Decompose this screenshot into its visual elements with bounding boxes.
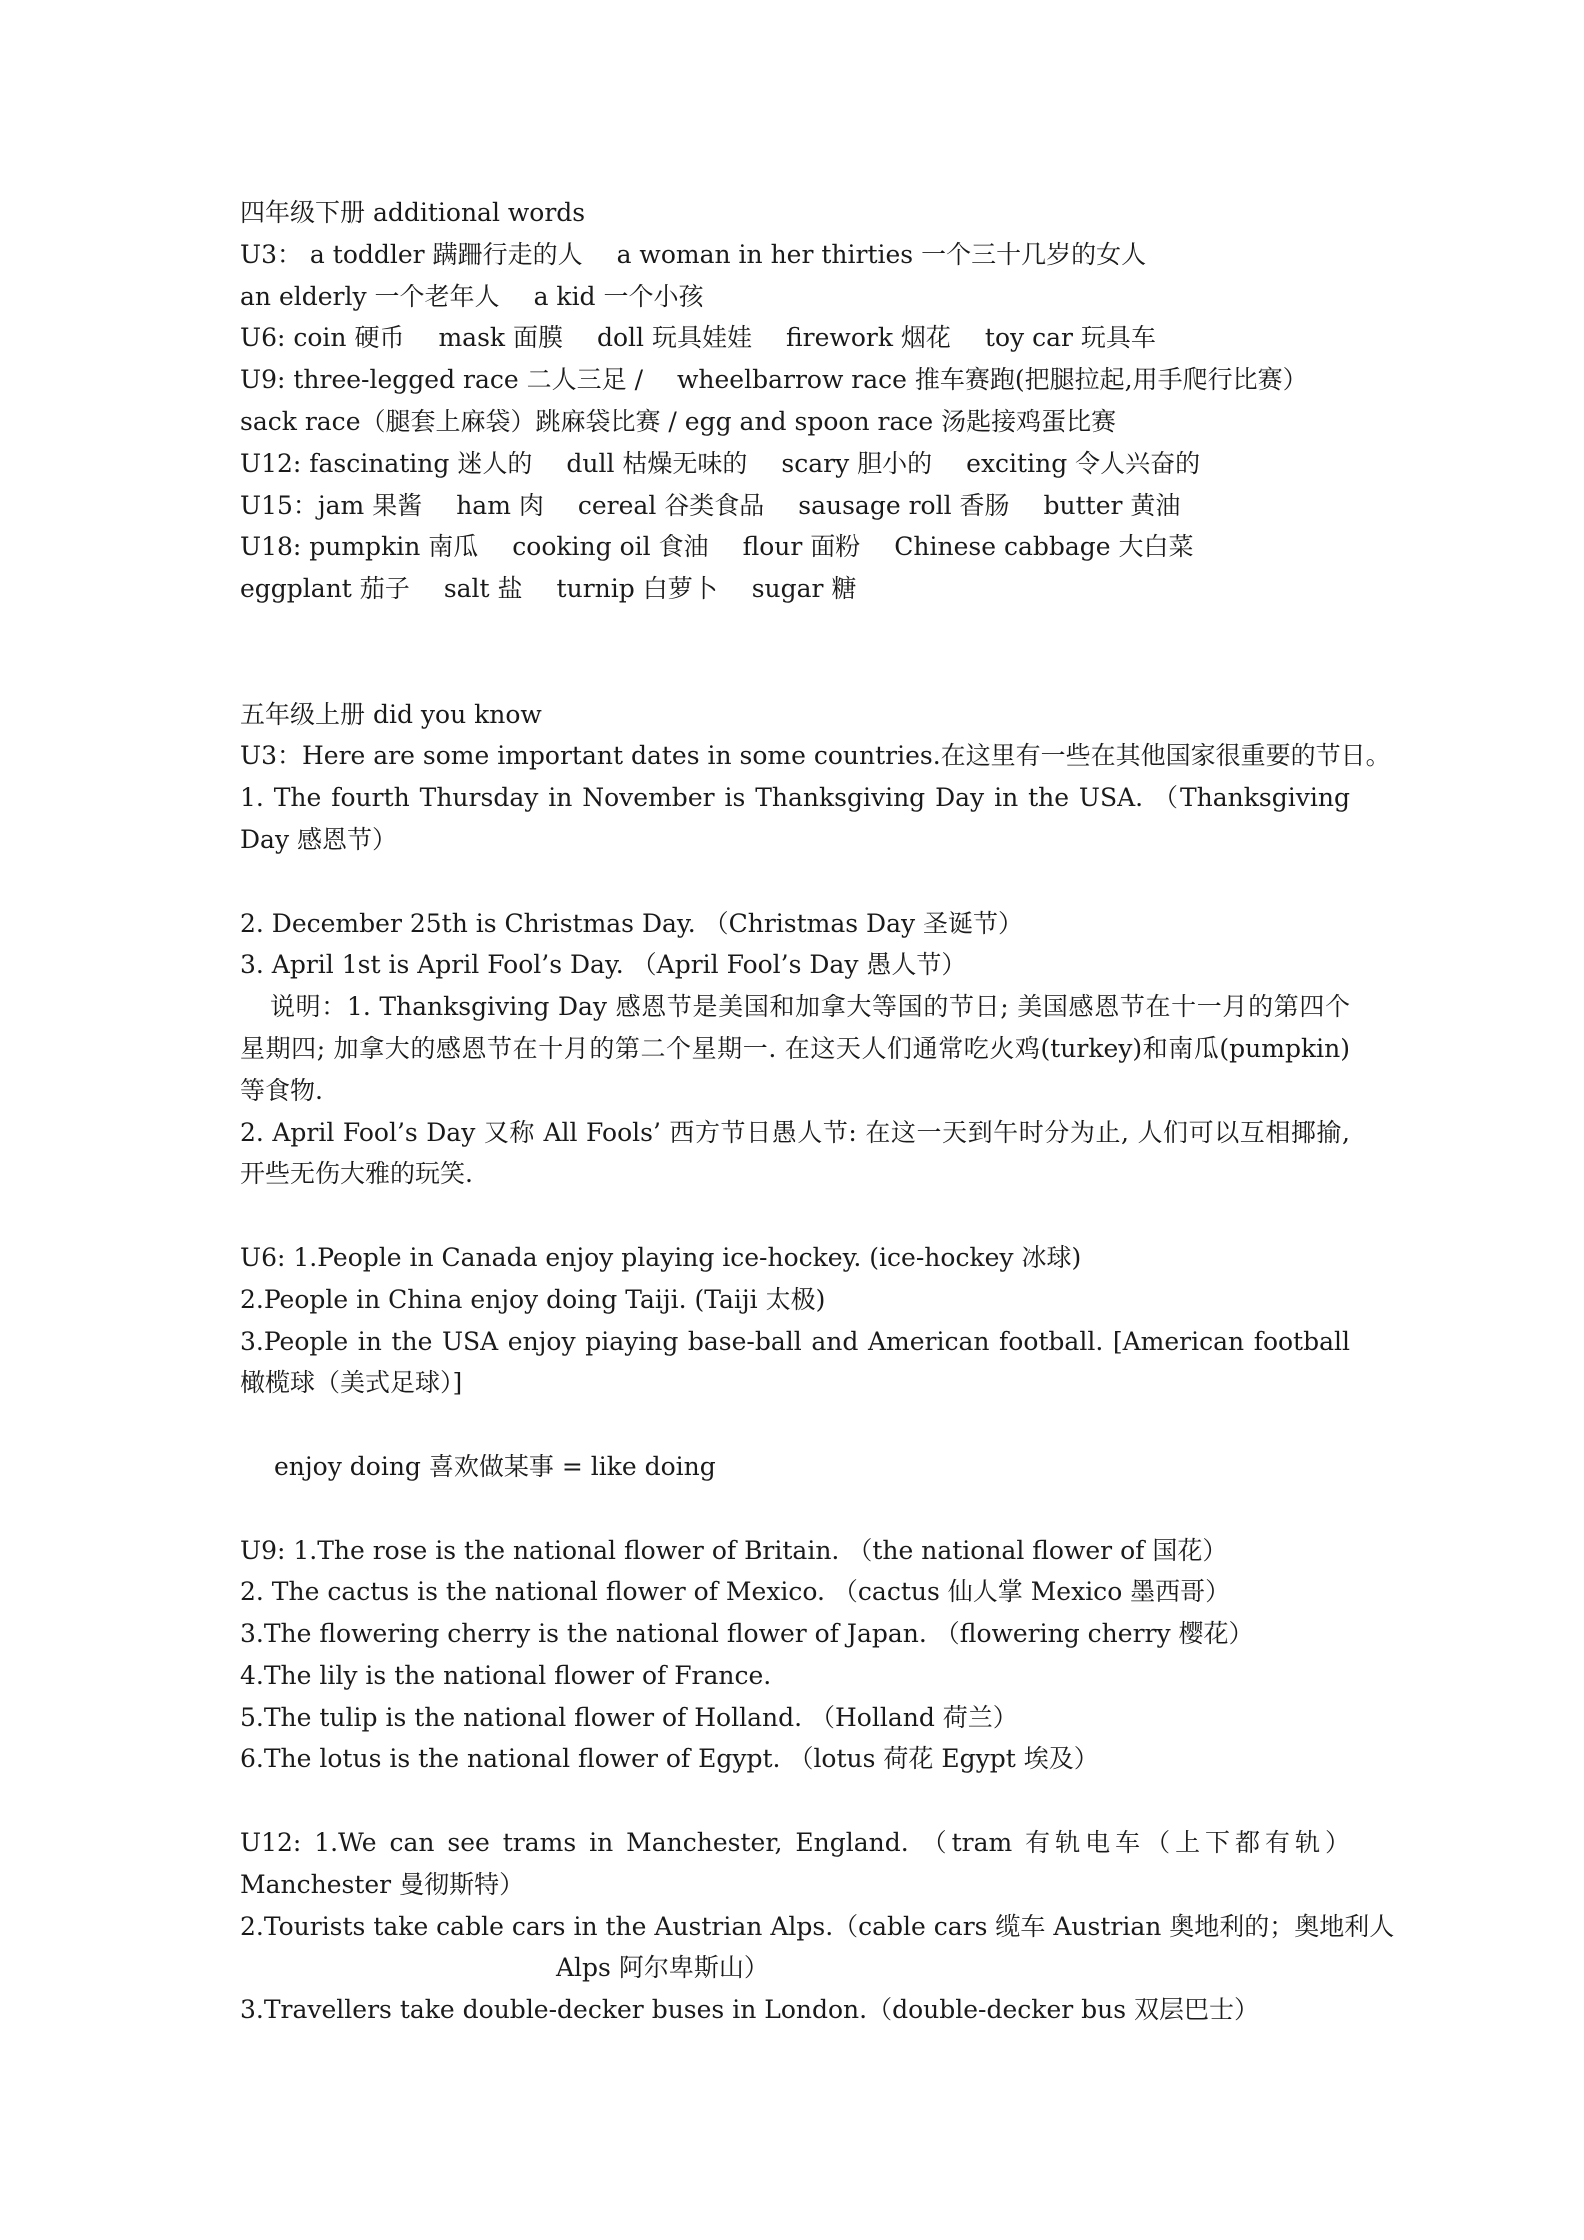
- u3-note-1-text: 说明：1. Thanksgiving Day 感恩节是美国和加拿大等国的节日; 美国感恩节在十一月的第四个星期四; 加拿大的感恩节在十月的第二个星期一. 在这天人们通常吃火鸡(turkey)和南瓜(pumpkin)等食物.: [240, 992, 1350, 1105]
- u9-item-2: 2. The cactus is the national flower of Mexico. （cactus 仙人掌 Mexico 墨西哥）: [240, 1577, 1231, 1607]
- grade4-word-list: [240, 234, 1350, 610]
- word-entry: flour 面粉: [742, 532, 861, 562]
- word-entry: scary 胆小的: [781, 448, 933, 478]
- word-entry: U9: three-legged race 二人三足 /: [240, 365, 643, 395]
- u3-item-2: 2. December 25th is Christmas Day. （Christmas Day 圣诞节）: [240, 908, 1024, 938]
- word-entry: dull 枯燥无味的: [566, 448, 748, 478]
- word-entry: mask 面膜: [438, 323, 563, 353]
- u6-phrase: enjoy doing 喜欢做某事 = like doing: [274, 1451, 716, 1481]
- u9-item-1: U9: 1.The rose is the national flower of Britain. （the national flower of 国花）: [240, 1535, 1228, 1565]
- word-entry: doll 玩具娃娃: [597, 323, 752, 353]
- word-entry: firework 烟花: [786, 323, 951, 353]
- word-line: [240, 276, 1350, 318]
- word-line: [240, 526, 1350, 568]
- word-entry: a woman in her thirties 一个三十几岁的女人: [616, 239, 1147, 269]
- word-line: [240, 568, 1350, 610]
- u9-item-6: 6.The lotus is the national flower of Egypt. （lotus 荷花 Egypt 埃及）: [240, 1744, 1099, 1774]
- word-entry: U15：jam 果酱: [240, 490, 423, 520]
- word-line: [240, 485, 1350, 527]
- u12-item-2-continued: Alps 阿尔卑斯山）: [556, 1953, 769, 1983]
- word-entry: an elderly 一个老年人: [240, 281, 500, 311]
- word-line: [240, 234, 1350, 276]
- word-line: [240, 359, 1350, 401]
- u9-item-5: 5.The tulip is the national flower of Holland. （Holland 荷兰）: [240, 1702, 1018, 1732]
- document-page: [240, 192, 1395, 2031]
- u3-item-1: 1. The fourth Thursday in November is Thanksgiving Day in the USA. （Thanksgiving Day 感恩节）: [240, 783, 1350, 854]
- u12-item-2: 2.Tourists take cable cars in the Austrian Alps.（cable cars 缆车 Austrian 奥地利的；奥地利人: [240, 1911, 1395, 1941]
- word-entry: sausage roll 香肠: [798, 490, 1010, 520]
- word-entry: U3： a toddler 蹒跚行走的人: [240, 239, 583, 269]
- u9-item-4: 4.The lily is the national flower of France.: [240, 1660, 772, 1690]
- word-entry: cooking oil 食油: [512, 532, 709, 562]
- word-line: [240, 317, 1350, 359]
- grade5-title: 五年级上册 did you know: [240, 699, 542, 729]
- u3-note-1: [240, 986, 1350, 1111]
- word-entry: salt 盐: [443, 574, 523, 604]
- word-entry: sack race（腿套上麻袋）跳麻袋比赛 / egg and spoon race 汤匙接鸡蛋比赛: [240, 406, 1117, 436]
- word-entry: Chinese cabbage 大白菜: [894, 532, 1194, 562]
- u3-item-3: 3. April 1st is April Fool’s Day. （April Fool’s Day 愚人节）: [240, 950, 967, 980]
- word-entry: butter 黄油: [1043, 490, 1181, 520]
- blank-line: [240, 861, 1350, 903]
- u3-intro: U3：Here are some important dates in some countries.在这里有一些在其他国家很重要的节日。: [240, 741, 1391, 771]
- word-line: [240, 443, 1350, 485]
- u12-item-3: 3.Travellers take double-decker buses in London.（double-decker bus 双层巴士）: [240, 1995, 1260, 2025]
- u6-item-1: U6: 1.People in Canada enjoy playing ice-hockey. (ice-hockey 冰球): [240, 1242, 1082, 1272]
- u9-item-3: 3.The flowering cherry is the national flower of Japan. （flowering cherry 樱花）: [240, 1619, 1254, 1649]
- word-entry: exciting 令人兴奋的: [966, 448, 1201, 478]
- grade4-title: 四年级下册 additional words: [240, 198, 586, 227]
- u6-item-3: 3.People in the USA enjoy piaying base-ball and American football. [American football 橄榄球（美式足球）]: [240, 1326, 1350, 1398]
- word-entry: wheelbarrow race 推车赛跑(把腿拉起,用手爬行比赛）: [677, 365, 1308, 395]
- word-line: [240, 401, 1350, 443]
- blank-line: [240, 1780, 1350, 1822]
- word-entry: toy car 玩具车: [984, 323, 1156, 353]
- word-entry: U6: coin 硬币: [240, 323, 405, 353]
- word-entry: sugar 糖: [751, 574, 857, 604]
- u6-item-2: 2.People in China enjoy doing Taiji. (Taiji 太极): [240, 1284, 826, 1314]
- word-entry: ham 肉: [456, 490, 544, 520]
- word-entry: cereal 谷类食品: [577, 490, 765, 520]
- u12-item-1: U12: 1.We can see trams in Manchester, England. （tram 有轨电车（上下都有轨） Manchester 曼彻斯特）: [240, 1828, 1350, 1899]
- blank-line: [240, 1195, 1350, 1237]
- u3-note-2: 2. April Fool’s Day 又称 All Fools’ 西方节日愚人节: 在这一天到午时分为止, 人们可以互相揶揄, 开些无伤大雅的玩笑.: [240, 1117, 1350, 1189]
- blank-line: [240, 1404, 1350, 1446]
- word-entry: U12: fascinating 迷人的: [240, 448, 533, 478]
- word-entry: U18: pumpkin 南瓜: [240, 532, 479, 562]
- section-gap: [240, 610, 1350, 694]
- word-entry: turnip 白萝卜: [556, 574, 718, 604]
- word-entry: a kid 一个小孩: [533, 281, 704, 311]
- blank-line: [240, 1488, 1350, 1530]
- word-entry: eggplant 茄子: [240, 574, 410, 604]
